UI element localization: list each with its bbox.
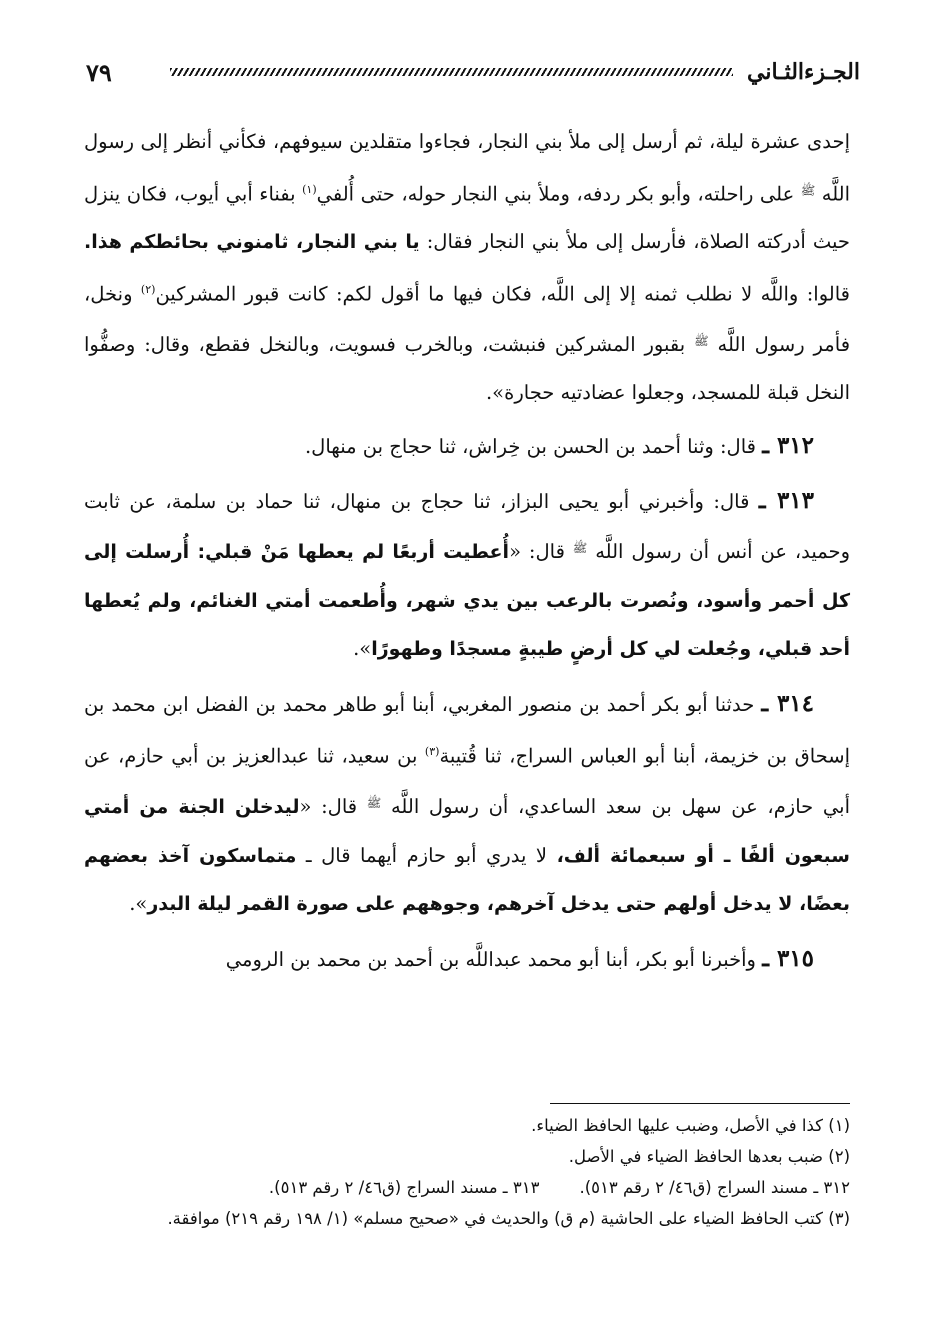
header-decorative-rule [170, 68, 733, 76]
footnotes [84, 1110, 850, 1234]
source-references [84, 1172, 850, 1203]
hadith-number: ٣١٢ ـ [762, 432, 814, 459]
hadith-313: ٣١٣ ـ قال: وأخبرني أبو يحيى البزاز، ثنا حجاج بن منهال، ثنا حماد بن سلمة، عن ثابت وحميد، عن أنس أن رسول اللَّه $^ﷺ$ قال: «أُعطيت أربعًا لم يعطها مَنْ قبلي: أُرسلت إلى كل أحمر وأسود، ونُصرت بالرعب بين يدي شهر، وأُطعمت أمتي الغنائم، ولم يُعطها أحد قبلي، وجُعلت لي كل أرضٍ طيبةٍ مسجدًا وطهورًا». [84, 486, 851, 660]
paragraph-continued: إحدى عشرة ليلة، ثم أرسل إلى ملأ بني النجار، فجاءوا متقلدين سيوفهم، فكأني أنظر إلى رسول اللَّه $^ﷺ$ على راحلته، وأبو بكر ردفه، وملأ بني النجار حوله، حتى أُلفي$^{(١)}$ بفناء أبي أيوب، فكان ينزل حيث أدركته الصلاة، فأرسل إلى ملأ بني النجار فقال: يا بني النجار، ثامنوني بحائطكم هذا. قالوا: واللَّه لا نطلب ثمنه إلا إلى اللَّه، فكان فيها ما أقول لكم: كانت قبور المشركين$^{(٢)}$ ونخل، فأمر رسول اللَّه $^ﷺ$ بقبور المشركين فنبشت، وبالخرب فسويت، وبالنخل فقطع، وقال: وصفُّوا النخل قبلة للمسجد، وجعلوا عضادتيه حجارة». [84, 130, 851, 404]
hadith-number: ٣١٥ ـ [762, 944, 814, 972]
page-number: ٧٩ [86, 57, 112, 87]
salutation-glyph: ﷺ [572, 541, 588, 555]
body-text [84, 118, 850, 983]
footnote-ref-3: (٣) [424, 745, 440, 758]
footnote-2: (٢) ضبب بعدها الحافظ الضياء في الأصل. [568, 1147, 850, 1166]
hadith-number: ٣١٤ ـ [761, 689, 815, 717]
hadith-quote: أُعطيت أربعًا لم يعطها مَنْ قبلي: أُرسلت إلى كل أحمر وأسود، ونُصرت بالرعب بين يدي شهر، وأُطعمت أمتي الغنائم، ولم يُعطها أحد قبلي، وجُعلت لي كل أرضٍ طيبةٍ مسجدًا وطهورًا [84, 541, 850, 660]
footnote-1: (١) كذا في الأصل، وضبب عليها الحافظ الضياء. [531, 1116, 850, 1135]
footnote-ref-1: (١) [302, 182, 317, 196]
footnote-ref-2: (٢) [140, 283, 156, 296]
salutation-glyph: ﷺ [366, 796, 382, 810]
hadith-312: ٣١٢ ـ قال: وثنا أحمد بن الحسن بن خِراش، ثنا حجاج بن منهال. [304, 432, 814, 459]
salutation-glyph: ﷺ [800, 183, 816, 197]
salutation-glyph: ﷺ [694, 334, 709, 348]
source-313: ٣١٣ ـ مسند السراج (ق٤٦/ ٢ رقم ٥١٣). [268, 1178, 540, 1197]
page-header [86, 52, 860, 92]
hadith-quote: يا بني النجار، ثامنوني بحائطكم هذا. [84, 230, 420, 253]
running-title: الجـزءالثـاني [746, 59, 860, 85]
footnote-separator [550, 1103, 850, 1104]
hadith-number: ٣١٣ ـ [758, 486, 815, 514]
hadith-315: ٣١٥ ـ وأخبرنا أبو بكر، أبنا أبو محمد عبداللَّه بن أحمد بن محمد بن الرومي [225, 944, 814, 972]
hadith-314: ٣١٤ ـ حدثنا أبو بكر أحمد بن منصور المغربي، أبنا أبو طاهر محمد بن الفضل ابن محمد بن إسحاق بن خزيمة، أبنا أبو العباس السراج، ثنا قُتيبة$^{(٣)}$ بن سعيد، ثنا عبدالعزيز بن أبي حازم، عن أبي حازم، عن سهل بن سعد الساعدي، أن رسول اللَّه $^ﷺ$ قال: «ليدخلن الجنة من أمتي سبعون ألفًا ـ أو سبعمائة ألف، لا يدري أبو حازم أيهما قال ـ متماسكون آخذ بعضهم بعضًا، لا يدخل أولهم حتى يدخل آخرهم، وجوههم على صورة القمر ليلة البدر». [84, 689, 850, 915]
hadith-quote: ليدخلن الجنة من أمتي سبعون ألفًا ـ أو سبعمائة ألف، [84, 796, 850, 867]
source-312: ٣١٢ ـ مسند السراج (ق٤٦/ ٢ رقم ٥١٣). [579, 1178, 850, 1197]
hadith-quote: متماسكون آخذ بعضهم بعضًا، لا يدخل أولهم حتى يدخل آخرهم، وجوههم على صورة القمر ليلة البدر [84, 844, 850, 915]
footnote-3: (٣) كتب الحافظ الضياء على الحاشية (م ق) والحديث في «صحيح مسلم» (١/ ١٩٨ رقم ٢١٩) موافقة. [167, 1209, 850, 1228]
